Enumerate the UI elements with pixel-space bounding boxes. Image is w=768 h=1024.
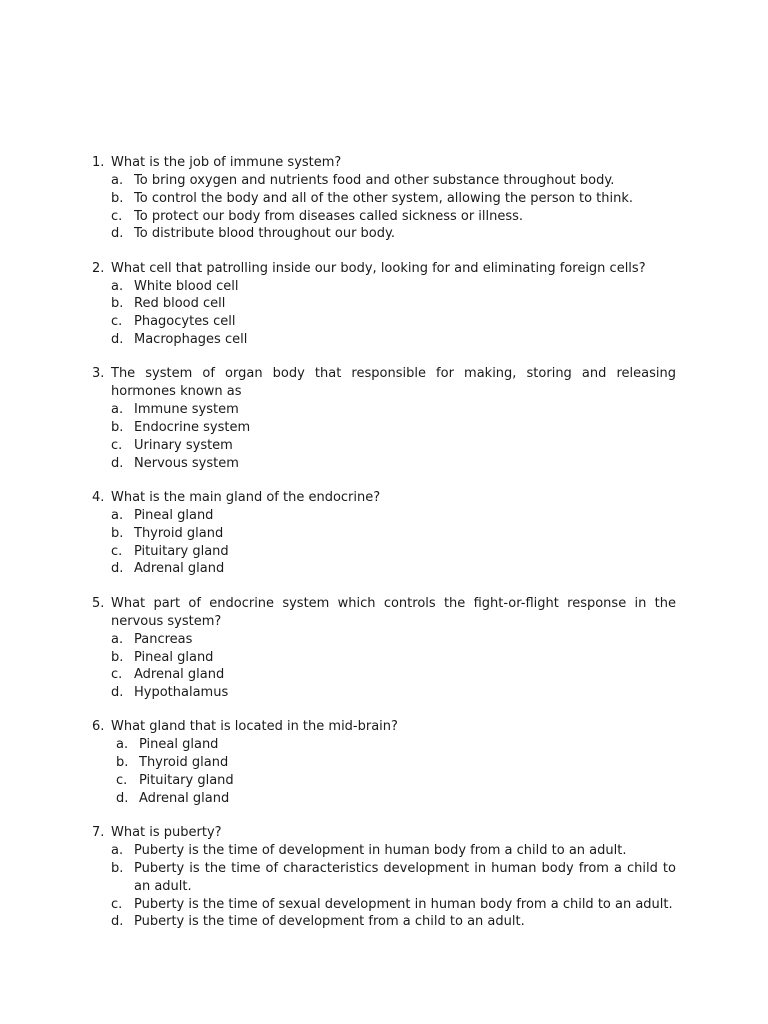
option-letter: a. [111,508,124,524]
option-text: Phagocytes cell [134,314,236,330]
question-5 [92,595,676,702]
option-letter: b. [111,860,124,876]
option-text: Pituitary gland [139,773,234,789]
option-text: Macrophages cell [134,332,248,348]
option-letter: d. [111,914,124,930]
question-number: 5. [92,595,105,611]
option-text: Puberty is the time of sexual development in human body from a child to an adult. [134,896,673,912]
option-letter: a. [111,631,124,647]
option-letter: c. [111,667,123,683]
answer-options [111,507,676,578]
option-letter: b. [111,649,124,665]
answer-option [111,684,676,702]
option-text: To protect our body from diseases called sickness or illness. [134,208,524,224]
option-text: Pituitary gland [134,543,229,559]
option-letter: c. [111,896,123,912]
answer-option [116,736,676,754]
answer-option [111,208,676,226]
answer-option [111,419,676,437]
answer-option [111,172,676,190]
answer-option [111,913,676,931]
option-text: Red blood cell [134,296,226,312]
option-letter: c. [111,543,123,559]
option-letter: c. [111,437,123,453]
answer-option [116,790,676,808]
answer-option [111,437,676,455]
question-line [92,718,676,736]
option-text: To distribute blood throughout our body. [134,226,395,242]
question-2 [92,260,676,349]
option-letter: c. [111,208,123,224]
option-text: Puberty is the time of development from a child to an adult. [134,914,525,930]
option-text: To bring oxygen and nutrients food and other substance throughout body. [134,173,615,188]
question-text: What is the main gland of the endocrine? [111,490,381,506]
question-number: 6. [92,719,105,735]
question-number: 3. [92,366,105,382]
option-letter: d. [111,332,124,348]
answer-option [111,507,676,525]
answer-option [111,225,676,243]
option-text: Pineal gland [134,649,214,665]
answer-option [111,543,676,561]
question-7 [92,824,676,931]
option-letter: d. [111,455,124,471]
option-letter: d. [111,226,124,242]
option-letter: a. [111,173,124,188]
option-letter: a. [111,278,124,294]
option-letter: a. [111,402,124,418]
option-text: Urinary system [134,437,233,453]
option-text: Thyroid gland [139,755,229,771]
answer-option [111,313,676,331]
option-text: Pineal gland [134,508,214,524]
answer-option [111,401,676,419]
option-letter: c. [111,314,123,330]
answer-option [111,278,676,296]
option-letter: d. [116,790,129,806]
option-text: Hypothalamus [134,685,229,701]
option-text: Adrenal gland [139,790,230,806]
question-text: What part of endocrine system which controls the fight-or-flight response in the nervous system? [111,595,676,629]
answer-option [111,860,676,896]
answer-option [111,896,676,914]
question-text: What is the job of immune system? [111,155,342,170]
question-text: What cell that patrolling inside our body, looking for and eliminating foreign cells? [111,260,646,276]
option-text: White blood cell [134,278,239,294]
option-letter: d. [111,561,124,577]
answer-options [111,401,676,472]
answer-option [111,842,676,860]
answer-option [111,649,676,667]
option-text: Nervous system [134,455,239,471]
option-text: To control the body and all of the other system, allowing the person to think. [134,190,634,206]
option-letter: b. [111,420,124,436]
question-number: 7. [92,825,105,841]
option-letter: d. [111,685,124,701]
answer-option [111,295,676,313]
question-list [92,154,676,948]
option-text: Endocrine system [134,420,251,436]
question-line [92,489,676,507]
answer-options [111,842,676,931]
option-text: Puberty is the time of development in human body from a child to an adult. [134,843,627,859]
option-text: Thyroid gland [134,525,224,541]
option-letter: a. [111,843,124,859]
question-line [92,824,676,842]
answer-option [116,754,676,772]
option-text: Pancreas [134,631,193,647]
answer-options [116,736,676,807]
question-number: 4. [92,490,105,506]
question-line [92,154,676,172]
option-text: Adrenal gland [134,667,225,683]
answer-option [111,190,676,208]
option-text: Immune system [134,402,239,418]
question-6 [92,718,676,807]
option-letter: a. [116,737,129,753]
option-letter: c. [116,773,128,789]
answer-option [111,666,676,684]
option-text: Puberty is the time of characteristics development in human body from a child to an adult. [134,860,676,894]
answer-option [111,455,676,473]
option-letter: b. [111,525,124,541]
option-letter: b. [116,755,129,771]
answer-option [111,560,676,578]
question-number: 2. [92,260,105,276]
option-text: Pineal gland [139,737,219,753]
question-line [92,260,676,278]
question-line [92,595,676,631]
answer-options [111,631,676,702]
question-text: What gland that is located in the mid-brain? [111,719,398,735]
question-4 [92,489,676,578]
option-text: Adrenal gland [134,561,225,577]
answer-options [111,172,676,243]
question-text: What is puberty? [111,825,222,841]
answer-option [111,631,676,649]
answer-option [111,525,676,543]
answer-option [111,331,676,349]
answer-option [116,772,676,790]
answer-options [111,278,676,349]
question-line [92,365,676,401]
question-1 [92,154,676,243]
question-3 [92,365,676,472]
option-letter: b. [111,190,124,206]
option-letter: b. [111,296,124,312]
question-text: The system of organ body that responsible for making, storing and releasing hormones known as [111,366,676,400]
question-number: 1. [92,155,105,170]
